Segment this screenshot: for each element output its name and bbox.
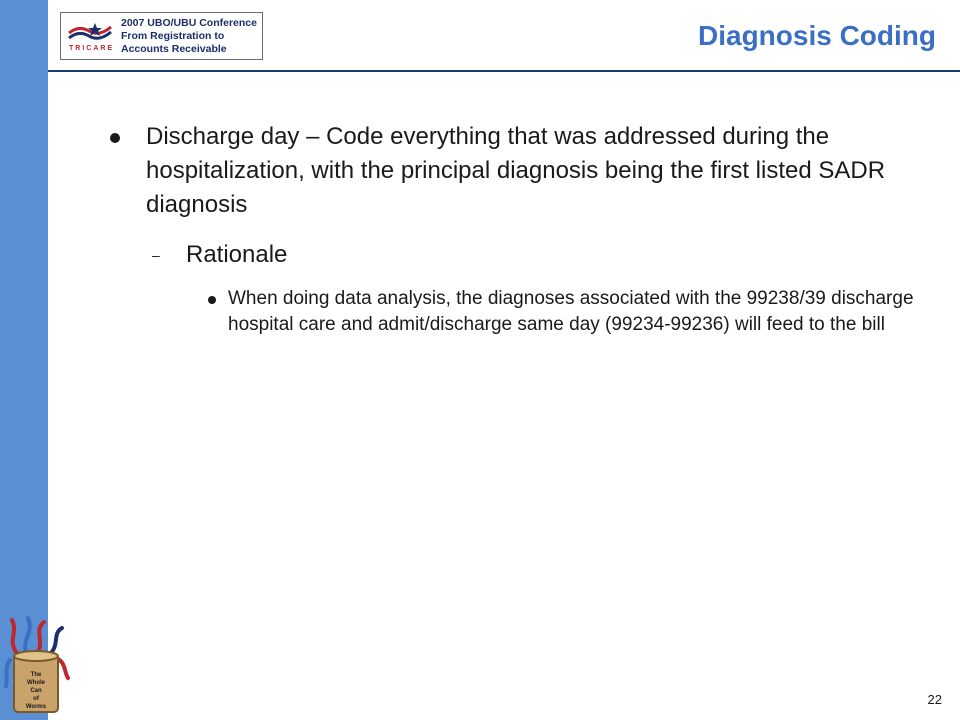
can-of-worms-logo-icon — [4, 612, 70, 716]
header-divider — [48, 70, 960, 72]
conference-logo-text — [121, 17, 257, 56]
slide-title: Diagnosis Coding — [698, 20, 936, 51]
svg-text:The: The — [30, 672, 42, 678]
tricare-logo-icon — [65, 19, 115, 55]
page-number: 22 — [927, 692, 942, 707]
bullet-text-1: Discharge day – Code everything that was addressed during the hospitalization, with the principal diagnosis being the first listed SADR diagnosis — [146, 123, 886, 218]
sub-heading-rationale: Rationale — [186, 241, 288, 268]
svg-text:Can: Can — [30, 688, 42, 694]
bullet-dot-icon — [110, 133, 120, 143]
conference-logo — [60, 12, 263, 60]
logo-line-1: 2007 UBO/UBU Conference — [121, 17, 257, 29]
sub-bullet-dash: – — [152, 247, 160, 263]
svg-text:TRICARE: TRICARE — [69, 45, 115, 52]
svg-text:of: of — [33, 696, 39, 702]
logo-line-2: From Registration to — [121, 30, 225, 42]
svg-text:Worms: Worms — [25, 704, 47, 710]
sub-bullet-text: When doing data analysis, the diagnoses associated with the 99238/39 discharge hospital care and admit/discharge same day (99234-99236) will feed to the bill — [228, 288, 914, 335]
sub-bullet-dot-icon — [208, 296, 216, 304]
logo-line-3: Accounts Receivable — [121, 43, 227, 55]
svg-text:Whole: Whole — [27, 680, 45, 686]
